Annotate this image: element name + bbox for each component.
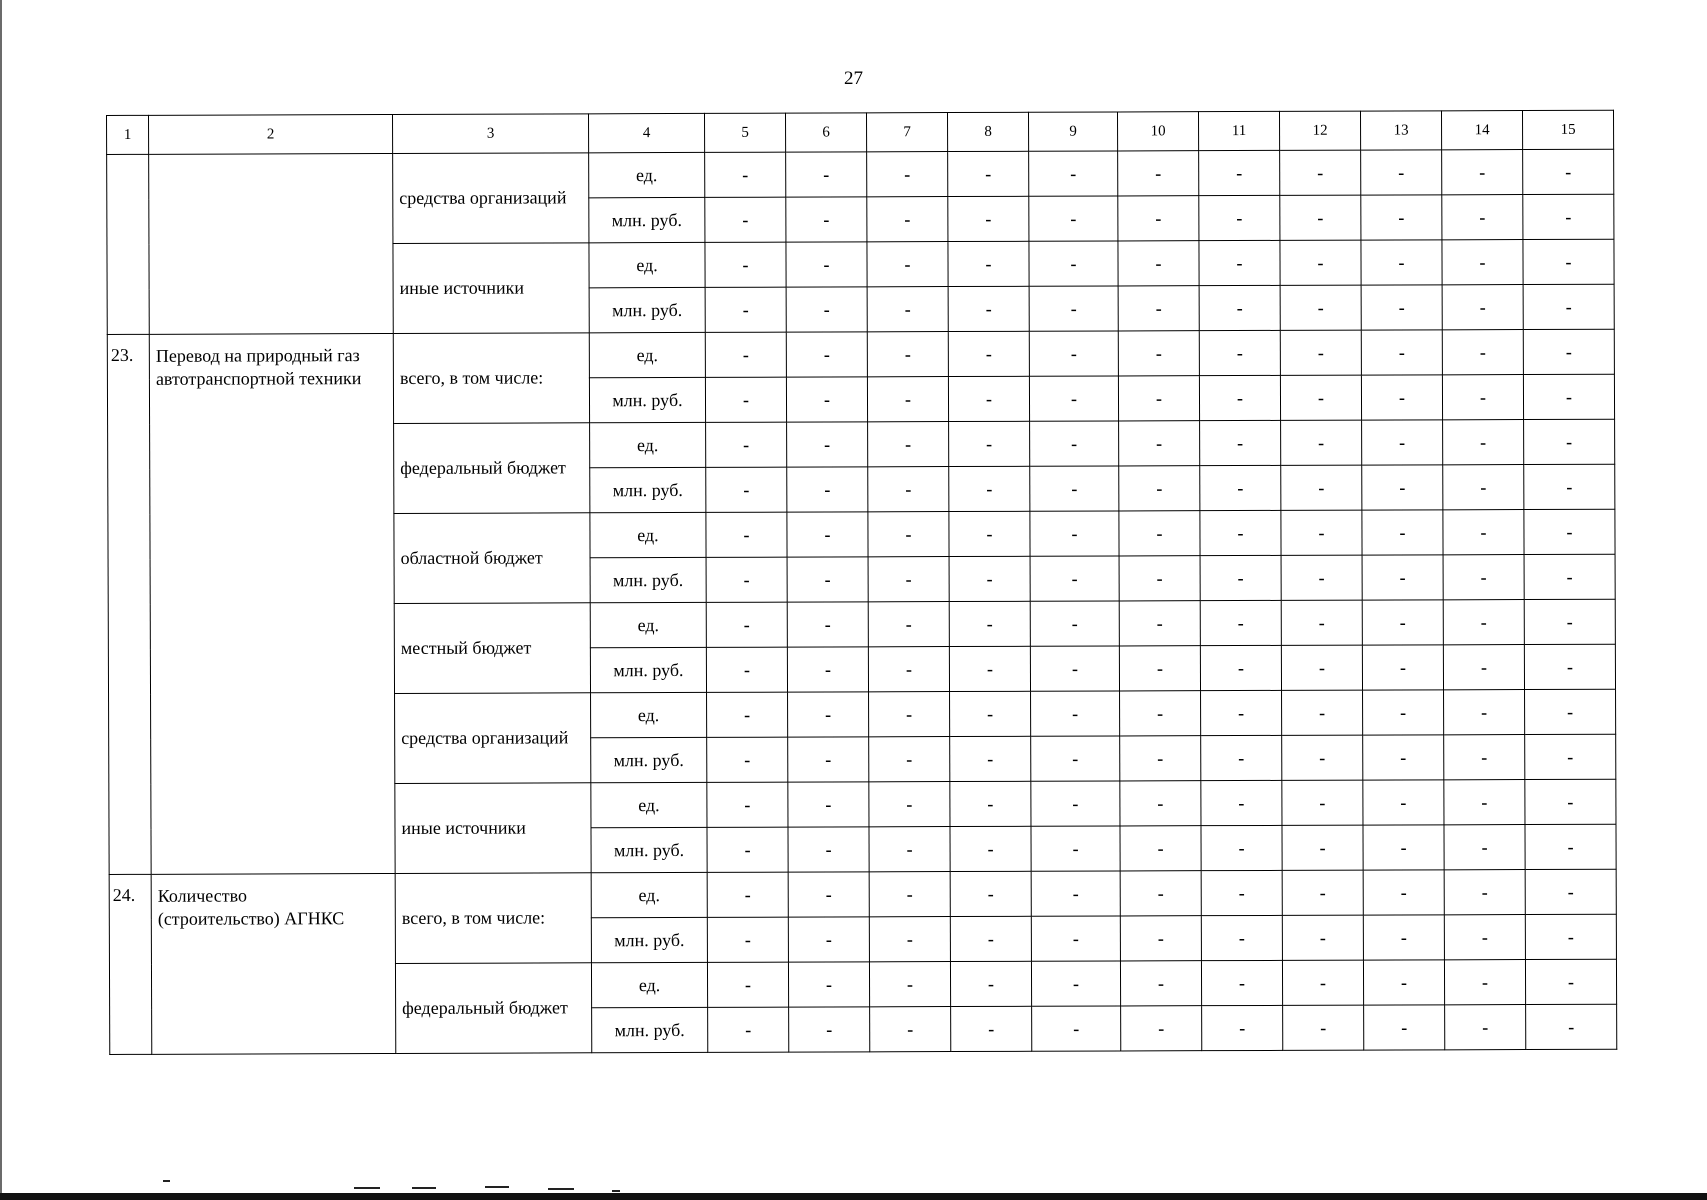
value-cell: - bbox=[1361, 240, 1442, 285]
value-cell: - bbox=[1362, 465, 1443, 510]
value-cell: - bbox=[707, 782, 788, 827]
scan-left-edge bbox=[0, 0, 2, 1200]
value-cell: - bbox=[707, 917, 788, 962]
value-cell: - bbox=[1282, 960, 1363, 1005]
value-cell: - bbox=[786, 242, 867, 287]
value-cell: - bbox=[1281, 645, 1362, 690]
value-cell: - bbox=[1199, 195, 1280, 240]
item-name bbox=[149, 333, 395, 874]
value-cell: - bbox=[868, 512, 949, 557]
value-cell: - bbox=[1029, 196, 1118, 241]
value-cell: - bbox=[1280, 285, 1361, 330]
value-cell: - bbox=[949, 556, 1030, 601]
unit-cell: ед. bbox=[591, 782, 707, 827]
unit-cell: ед. bbox=[591, 692, 707, 737]
value-cell: - bbox=[1201, 870, 1282, 915]
value-cell: - bbox=[867, 197, 948, 242]
value-cell: - bbox=[1525, 824, 1616, 869]
value-cell: - bbox=[1443, 465, 1524, 510]
value-cell: - bbox=[1523, 194, 1614, 239]
value-cell: - bbox=[1444, 870, 1525, 915]
funding-source: местный бюджет bbox=[394, 603, 590, 694]
value-cell: - bbox=[1200, 465, 1281, 510]
value-cell: - bbox=[1199, 285, 1280, 330]
value-cell: - bbox=[1280, 330, 1361, 375]
value-cell: - bbox=[948, 241, 1029, 286]
value-cell: - bbox=[1201, 780, 1282, 825]
value-cell: - bbox=[949, 646, 1030, 691]
value-cell: - bbox=[1118, 376, 1199, 421]
value-cell: - bbox=[788, 962, 869, 1007]
unit-cell: млн. руб. bbox=[590, 647, 706, 692]
value-cell: - bbox=[1031, 691, 1120, 736]
value-cell: - bbox=[787, 467, 868, 512]
unit-cell: млн. руб. bbox=[591, 827, 707, 872]
value-cell: - bbox=[1524, 464, 1615, 509]
value-cell: - bbox=[867, 287, 948, 332]
value-cell: - bbox=[867, 152, 948, 197]
value-cell: - bbox=[1282, 735, 1363, 780]
value-cell: - bbox=[1282, 780, 1363, 825]
value-cell: - bbox=[1363, 960, 1444, 1005]
value-cell: - bbox=[1362, 600, 1443, 645]
value-cell: - bbox=[1280, 195, 1361, 240]
value-cell: - bbox=[1282, 915, 1363, 960]
value-cell: - bbox=[787, 512, 868, 557]
value-cell: - bbox=[1031, 781, 1120, 826]
value-cell: - bbox=[1201, 960, 1282, 1005]
value-cell: - bbox=[1118, 151, 1199, 196]
value-cell: - bbox=[707, 827, 788, 872]
value-cell: - bbox=[1442, 285, 1523, 330]
value-cell: - bbox=[1199, 375, 1280, 420]
value-cell: - bbox=[1363, 825, 1444, 870]
funding-source: иные источники bbox=[393, 243, 589, 334]
value-cell: - bbox=[1361, 195, 1442, 240]
value-cell: - bbox=[706, 422, 787, 467]
value-cell: - bbox=[1524, 644, 1615, 689]
value-cell: - bbox=[787, 647, 868, 692]
value-cell: - bbox=[1361, 330, 1442, 375]
value-cell: - bbox=[1445, 1005, 1526, 1050]
column-number-cell: 6 bbox=[785, 113, 866, 152]
value-cell: - bbox=[948, 376, 1029, 421]
value-cell: - bbox=[1120, 826, 1201, 871]
value-cell: - bbox=[1031, 826, 1120, 871]
funding-source: всего, в том числе: bbox=[393, 333, 589, 424]
value-cell: - bbox=[707, 962, 788, 1007]
value-cell: - bbox=[867, 332, 948, 377]
value-cell: - bbox=[1364, 1005, 1445, 1050]
value-cell: - bbox=[1525, 959, 1616, 1004]
value-cell: - bbox=[1200, 600, 1281, 645]
value-cell: - bbox=[1444, 735, 1525, 780]
value-cell: - bbox=[1118, 241, 1199, 286]
unit-cell: ед. bbox=[591, 962, 707, 1007]
value-cell: - bbox=[869, 692, 950, 737]
value-cell: - bbox=[868, 557, 949, 602]
table-row bbox=[109, 869, 1616, 919]
column-number-cell: 5 bbox=[704, 113, 785, 152]
value-cell: - bbox=[1200, 645, 1281, 690]
value-cell: - bbox=[868, 647, 949, 692]
value-cell: - bbox=[1121, 1006, 1202, 1051]
value-cell: - bbox=[1443, 600, 1524, 645]
value-cell: - bbox=[705, 377, 786, 422]
value-cell: - bbox=[1361, 285, 1442, 330]
value-cell: - bbox=[1281, 600, 1362, 645]
column-number-cell: 4 bbox=[588, 113, 704, 152]
value-cell: - bbox=[950, 691, 1031, 736]
value-cell: - bbox=[868, 422, 949, 467]
column-number-cell: 3 bbox=[393, 114, 589, 154]
unit-cell: млн. руб. bbox=[590, 557, 706, 602]
value-cell: - bbox=[1523, 284, 1614, 329]
value-cell: - bbox=[1524, 599, 1615, 644]
value-cell: - bbox=[706, 602, 787, 647]
unit-cell: млн. руб. bbox=[589, 197, 705, 242]
unit-cell: ед. bbox=[591, 872, 707, 917]
funding-source: федеральный бюджет bbox=[395, 963, 591, 1054]
value-cell: - bbox=[705, 332, 786, 377]
value-cell: - bbox=[1030, 421, 1119, 466]
value-cell: - bbox=[706, 647, 787, 692]
value-cell: - bbox=[788, 692, 869, 737]
value-cell: - bbox=[950, 961, 1031, 1006]
value-cell: - bbox=[786, 332, 867, 377]
unit-cell: млн. руб. bbox=[592, 1007, 708, 1052]
value-cell: - bbox=[1031, 736, 1120, 781]
value-cell: - bbox=[1363, 735, 1444, 780]
value-cell: - bbox=[1030, 511, 1119, 556]
value-cell: - bbox=[1444, 825, 1525, 870]
value-cell: - bbox=[1282, 690, 1363, 735]
value-cell: - bbox=[1282, 870, 1363, 915]
value-cell: - bbox=[1526, 1004, 1617, 1049]
value-cell: - bbox=[1361, 150, 1442, 195]
value-cell: - bbox=[1442, 240, 1523, 285]
value-cell: - bbox=[949, 601, 1030, 646]
value-cell: - bbox=[869, 782, 950, 827]
value-cell: - bbox=[1525, 914, 1616, 959]
table-row bbox=[107, 329, 1614, 379]
value-cell: - bbox=[1280, 375, 1361, 420]
value-cell: - bbox=[950, 781, 1031, 826]
value-cell: - bbox=[1199, 330, 1280, 375]
value-cell: - bbox=[867, 377, 948, 422]
value-cell: - bbox=[705, 152, 786, 197]
value-cell: - bbox=[705, 242, 786, 287]
value-cell: - bbox=[789, 1007, 870, 1052]
unit-cell: ед. bbox=[590, 422, 706, 467]
value-cell: - bbox=[948, 196, 1029, 241]
column-number-cell: 9 bbox=[1028, 112, 1117, 151]
value-cell: - bbox=[1523, 149, 1614, 194]
funding-source: областной бюджет bbox=[394, 513, 590, 604]
item-number bbox=[107, 154, 150, 334]
data-table bbox=[106, 110, 1617, 1055]
value-cell: - bbox=[868, 467, 949, 512]
value-cell: - bbox=[705, 197, 786, 242]
value-cell: - bbox=[950, 871, 1031, 916]
value-cell: - bbox=[1444, 780, 1525, 825]
value-cell: - bbox=[786, 287, 867, 332]
value-cell: - bbox=[1199, 240, 1280, 285]
unit-cell: ед. bbox=[590, 602, 706, 647]
value-cell: - bbox=[1119, 556, 1200, 601]
value-cell: - bbox=[1443, 645, 1524, 690]
header-row bbox=[107, 110, 1614, 154]
value-cell: - bbox=[1363, 915, 1444, 960]
value-cell: - bbox=[949, 421, 1030, 466]
item-name bbox=[149, 153, 394, 334]
value-cell: - bbox=[786, 197, 867, 242]
value-cell: - bbox=[1280, 150, 1361, 195]
column-number-cell: 2 bbox=[149, 114, 393, 154]
value-cell: - bbox=[1524, 419, 1615, 464]
column-number-cell: 14 bbox=[1441, 111, 1522, 150]
value-cell: - bbox=[869, 917, 950, 962]
funding-source: всего, в том числе: bbox=[395, 873, 591, 964]
value-cell: - bbox=[1120, 871, 1201, 916]
value-cell: - bbox=[787, 602, 868, 647]
value-cell: - bbox=[1525, 869, 1616, 914]
value-cell: - bbox=[1031, 916, 1120, 961]
value-cell: - bbox=[706, 557, 787, 602]
funding-source: федеральный бюджет bbox=[394, 423, 590, 514]
unit-cell: млн. руб. bbox=[589, 377, 705, 422]
value-cell: - bbox=[1363, 780, 1444, 825]
value-cell: - bbox=[869, 827, 950, 872]
value-cell: - bbox=[1120, 691, 1201, 736]
column-number-cell: 10 bbox=[1117, 112, 1198, 151]
value-cell: - bbox=[1525, 779, 1616, 824]
value-cell: - bbox=[1029, 151, 1118, 196]
value-cell: - bbox=[948, 331, 1029, 376]
value-cell: - bbox=[1281, 555, 1362, 600]
value-cell: - bbox=[1280, 240, 1361, 285]
value-cell: - bbox=[786, 152, 867, 197]
value-cell: - bbox=[1281, 465, 1362, 510]
unit-cell: ед. bbox=[589, 152, 705, 197]
value-cell: - bbox=[1200, 555, 1281, 600]
value-cell: - bbox=[787, 557, 868, 602]
item-name-line: Количество bbox=[157, 885, 247, 906]
value-cell: - bbox=[1282, 825, 1363, 870]
value-cell: - bbox=[949, 511, 1030, 556]
column-number-cell: 7 bbox=[866, 113, 947, 152]
value-cell: - bbox=[1199, 150, 1280, 195]
value-cell: - bbox=[950, 736, 1031, 781]
value-cell: - bbox=[1363, 870, 1444, 915]
value-cell: - bbox=[1029, 376, 1118, 421]
value-cell: - bbox=[1443, 555, 1524, 600]
item-name-line: Перевод на природный газ bbox=[155, 345, 360, 366]
value-cell: - bbox=[1201, 690, 1282, 735]
value-cell: - bbox=[1119, 421, 1200, 466]
value-cell: - bbox=[1362, 645, 1443, 690]
value-cell: - bbox=[1030, 466, 1119, 511]
value-cell: - bbox=[788, 827, 869, 872]
value-cell: - bbox=[1031, 961, 1120, 1006]
value-cell: - bbox=[1523, 239, 1614, 284]
value-cell: - bbox=[1442, 150, 1523, 195]
value-cell: - bbox=[948, 286, 1029, 331]
value-cell: - bbox=[1361, 375, 1442, 420]
value-cell: - bbox=[1118, 196, 1199, 241]
funding-source: иные источники bbox=[395, 783, 591, 874]
item-name-line: (строительство) АГНКС bbox=[157, 908, 345, 929]
value-cell: - bbox=[951, 1006, 1032, 1051]
value-cell: - bbox=[707, 737, 788, 782]
value-cell: - bbox=[1029, 241, 1118, 286]
value-cell: - bbox=[1281, 420, 1362, 465]
value-cell: - bbox=[1523, 329, 1614, 374]
column-number-cell: 1 bbox=[107, 115, 149, 154]
value-cell: - bbox=[1524, 509, 1615, 554]
value-cell: - bbox=[708, 1007, 789, 1052]
value-cell: - bbox=[1362, 555, 1443, 600]
value-cell: - bbox=[1120, 781, 1201, 826]
value-cell: - bbox=[1201, 915, 1282, 960]
value-cell: - bbox=[1524, 554, 1615, 599]
value-cell: - bbox=[1444, 960, 1525, 1005]
value-cell: - bbox=[1029, 331, 1118, 376]
value-cell: - bbox=[1200, 420, 1281, 465]
value-cell: - bbox=[869, 962, 950, 1007]
value-cell: - bbox=[788, 917, 869, 962]
value-cell: - bbox=[788, 872, 869, 917]
value-cell: - bbox=[1119, 466, 1200, 511]
value-cell: - bbox=[1201, 735, 1282, 780]
value-cell: - bbox=[869, 737, 950, 782]
value-cell: - bbox=[1523, 374, 1614, 419]
value-cell: - bbox=[1120, 916, 1201, 961]
item-name bbox=[151, 873, 396, 1054]
value-cell: - bbox=[707, 872, 788, 917]
value-cell: - bbox=[1119, 511, 1200, 556]
value-cell: - bbox=[949, 466, 1030, 511]
value-cell: - bbox=[1119, 646, 1200, 691]
value-cell: - bbox=[868, 602, 949, 647]
item-number: 24. bbox=[109, 874, 152, 1054]
value-cell: - bbox=[948, 151, 1029, 196]
unit-cell: ед. bbox=[589, 242, 705, 287]
value-cell: - bbox=[1030, 601, 1119, 646]
column-number-cell: 12 bbox=[1279, 111, 1360, 150]
value-cell: - bbox=[786, 377, 867, 422]
unit-cell: млн. руб. bbox=[589, 287, 705, 332]
item-name-line: автотранспортной техники bbox=[155, 368, 362, 389]
value-cell: - bbox=[869, 872, 950, 917]
value-cell: - bbox=[1029, 286, 1118, 331]
value-cell: - bbox=[1444, 915, 1525, 960]
value-cell: - bbox=[1030, 646, 1119, 691]
value-cell: - bbox=[1525, 689, 1616, 734]
value-cell: - bbox=[867, 242, 948, 287]
item-number: 23. bbox=[107, 334, 151, 874]
column-number-cell: 11 bbox=[1198, 111, 1279, 150]
value-cell: - bbox=[1443, 420, 1524, 465]
column-number-cell: 8 bbox=[947, 112, 1028, 151]
value-cell: - bbox=[1118, 331, 1199, 376]
value-cell: - bbox=[1442, 330, 1523, 375]
value-cell: - bbox=[707, 692, 788, 737]
value-cell: - bbox=[788, 782, 869, 827]
value-cell: - bbox=[1363, 690, 1444, 735]
value-cell: - bbox=[1200, 510, 1281, 555]
value-cell: - bbox=[788, 737, 869, 782]
value-cell: - bbox=[1443, 510, 1524, 555]
funding-source: средства организаций bbox=[393, 153, 589, 244]
value-cell: - bbox=[1118, 286, 1199, 331]
value-cell: - bbox=[1442, 195, 1523, 240]
value-cell: - bbox=[1202, 1005, 1283, 1050]
unit-cell: млн. руб. bbox=[591, 917, 707, 962]
value-cell: - bbox=[1032, 1006, 1121, 1051]
value-cell: - bbox=[706, 512, 787, 557]
value-cell: - bbox=[1362, 510, 1443, 555]
value-cell: - bbox=[1362, 420, 1443, 465]
value-cell: - bbox=[1030, 556, 1119, 601]
value-cell: - bbox=[1031, 871, 1120, 916]
unit-cell: млн. руб. bbox=[591, 737, 707, 782]
value-cell: - bbox=[1119, 601, 1200, 646]
column-number-cell: 13 bbox=[1360, 111, 1441, 150]
column-number-cell: 15 bbox=[1522, 110, 1613, 149]
unit-cell: ед. bbox=[590, 512, 706, 557]
value-cell: - bbox=[870, 1007, 951, 1052]
value-cell: - bbox=[1281, 510, 1362, 555]
value-cell: - bbox=[950, 826, 1031, 871]
value-cell: - bbox=[1442, 375, 1523, 420]
value-cell: - bbox=[1283, 1005, 1364, 1050]
unit-cell: млн. руб. bbox=[590, 467, 706, 512]
unit-cell: ед. bbox=[589, 332, 705, 377]
table-row bbox=[107, 149, 1614, 199]
value-cell: - bbox=[705, 287, 786, 332]
scan-bottom-edge bbox=[0, 1193, 1707, 1200]
page-number: 27 bbox=[844, 68, 863, 89]
value-cell: - bbox=[1120, 961, 1201, 1006]
value-cell: - bbox=[787, 422, 868, 467]
value-cell: - bbox=[950, 916, 1031, 961]
value-cell: - bbox=[1201, 825, 1282, 870]
value-cell: - bbox=[706, 467, 787, 512]
funding-source: средства организаций bbox=[395, 693, 591, 784]
value-cell: - bbox=[1525, 734, 1616, 779]
value-cell: - bbox=[1120, 736, 1201, 781]
value-cell: - bbox=[1444, 690, 1525, 735]
